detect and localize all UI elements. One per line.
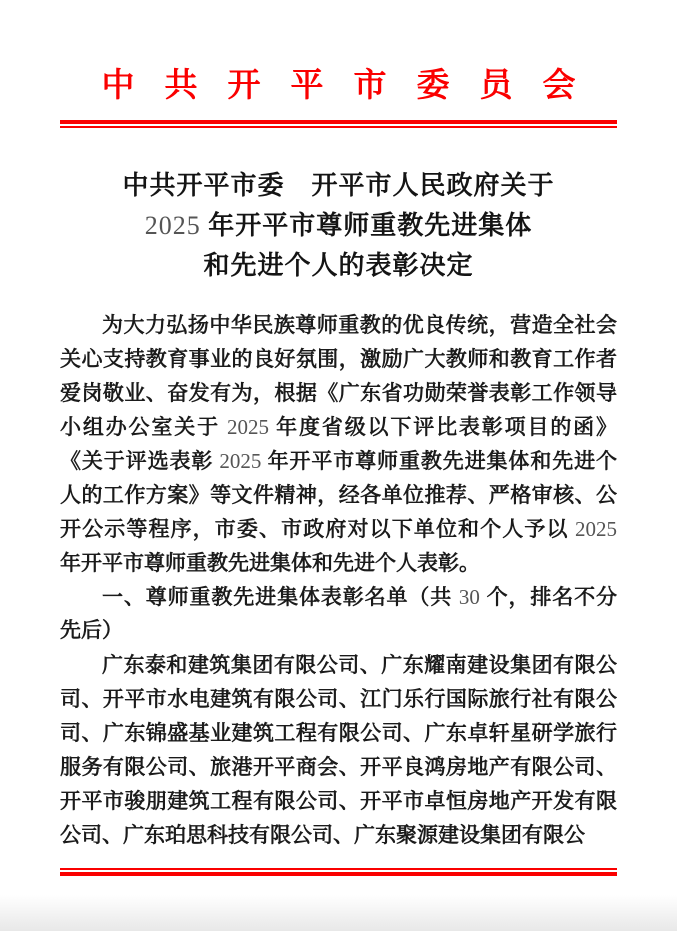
body-line: 司、广东锦盛基业建筑工程有限公司、广东卓轩星研学旅行 <box>60 721 617 745</box>
footer-separator-thick-line <box>60 872 617 876</box>
header-separator-thin-line <box>60 126 617 128</box>
header-separator-thick-line <box>60 120 617 124</box>
body-line: 小组办公室关于 2025 年度省级以下评比表彰项目的函》 <box>60 415 617 439</box>
body-line: 爱岗敬业、奋发有为，根据《广东省功勋荣誉表彰工作领导 <box>60 381 617 405</box>
header-separator <box>60 120 617 128</box>
body-line: 开平市骏朋建筑工程有限公司、开平市卓恒房地产开发有限 <box>60 789 617 813</box>
body-line: 公司、广东珀思科技有限公司、广东聚源建设集团有限公 <box>60 823 585 847</box>
body-line: 人的工作方案》等文件精神，经各单位推荐、严格审核、公 <box>60 483 617 507</box>
title-line-1: 中共开平市委 开平市人民政府关于 <box>122 171 555 200</box>
document-body <box>60 308 617 852</box>
letterhead-org-name: 中共开平市委员会 <box>101 68 606 104</box>
document-title <box>60 166 617 286</box>
body-heading-line: 一、尊师重教先进集体表彰名单（共 30 个，排名不分 <box>102 585 617 609</box>
letterhead <box>60 0 617 108</box>
body-line: 服务有限公司、旅港开平商会、开平良鸿房地产有限公司、 <box>60 755 617 779</box>
body-line: 关心支持教育事业的良好氛围，激励广大教师和教育工作者 <box>60 347 617 371</box>
body-heading-line: 先后） <box>60 619 123 642</box>
footer-separator-thin-line <box>60 868 617 870</box>
page-edge-shade <box>0 895 677 931</box>
body-line: 广东泰和建筑集团有限公司、广东耀南建设集团有限公 <box>102 653 617 677</box>
body-line: 开公示等程序，市委、市政府对以下单位和个人予以 2025 <box>60 517 617 541</box>
body-line: 司、开平市水电建筑有限公司、江门乐行国际旅行社有限公 <box>60 687 617 711</box>
title-line-3: 和先进个人的表彰决定 <box>203 251 474 280</box>
body-line: 为大力弘扬中华民族尊师重教的优良传统，营造全社会 <box>102 313 617 337</box>
page-content-column <box>60 0 617 876</box>
body-line: 年开平市尊师重教先进集体和先进个人表彰。 <box>60 551 480 575</box>
footer-separator <box>60 868 617 876</box>
title-line-2: 2025 年开平市尊师重教先进集体 <box>144 211 533 240</box>
body-line: 《关于评选表彰 2025 年开平市尊师重教先进集体和先进个 <box>60 449 617 473</box>
